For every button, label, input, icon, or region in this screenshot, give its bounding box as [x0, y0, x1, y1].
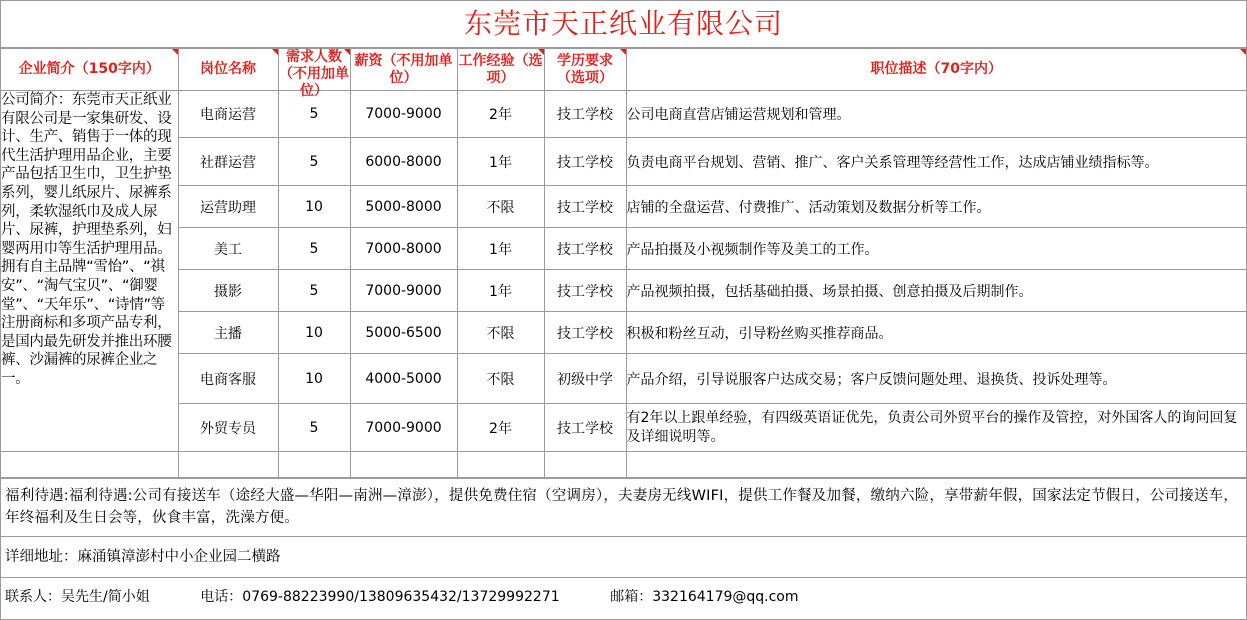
- job-description: 产品拍摄及小视频制作等及美工的工作。: [626, 228, 1246, 270]
- empty-cell: [626, 452, 1246, 478]
- job-salary: 7000-9000: [350, 91, 457, 138]
- job-position: 摄影: [178, 270, 278, 312]
- table-row: [1, 312, 1246, 354]
- header-salary: 薪资（不用加单位）: [350, 49, 457, 91]
- header-count: 需求人数（不用加单位）: [279, 49, 349, 99]
- empty-row: [1, 452, 1246, 478]
- table-row: [1, 91, 1246, 138]
- header-education: 学历要求（选项）: [544, 49, 626, 91]
- job-salary: 7000-9000: [350, 404, 457, 452]
- job-education: 技工学校: [544, 91, 626, 138]
- job-description: 产品视频拍摄，包括基础拍摄、场景拍摄、创意拍摄及后期制作。: [626, 270, 1246, 312]
- job-count: 5: [278, 270, 350, 312]
- header-position: 岗位名称: [178, 49, 278, 91]
- job-education: 技工学校: [544, 228, 626, 270]
- empty-cell: [178, 452, 278, 478]
- contact-section: [1, 577, 1246, 616]
- empty-cell: [278, 452, 350, 478]
- company-title: 东莞市天正纸业有限公司: [463, 7, 783, 40]
- address-section: 详细地址：麻涌镇漳澎村中小企业园二横路: [1, 536, 1246, 577]
- job-description: 公司电商直营店铺运营规划和管理。: [626, 91, 1246, 138]
- job-position: 主播: [178, 312, 278, 354]
- job-position: 电商运营: [178, 91, 278, 138]
- job-count: 5: [278, 228, 350, 270]
- job-description: 店铺的全盘运营、付费推广、活动策划及数据分析等工作。: [626, 186, 1246, 228]
- empty-cell: [457, 452, 544, 478]
- job-experience: 不限: [457, 312, 544, 354]
- job-position: 外贸专员: [178, 404, 278, 452]
- job-experience: 不限: [457, 186, 544, 228]
- job-count: 10: [278, 354, 350, 404]
- job-description: 负责电商平台规划、营销、推广、客户关系管理等经营性工作，达成店铺业绩指标等。: [626, 138, 1246, 186]
- job-education: 技工学校: [544, 186, 626, 228]
- empty-cell: [544, 452, 626, 478]
- job-position: 社群运营: [178, 138, 278, 186]
- job-experience: 1年: [457, 270, 544, 312]
- table-row: [1, 270, 1246, 312]
- job-count: 5: [278, 138, 350, 186]
- table-row: [1, 354, 1246, 404]
- job-experience: 2年: [457, 91, 544, 138]
- table-row: [1, 404, 1246, 452]
- header-row: [1, 49, 1246, 91]
- job-description: 产品介绍，引导说服客户达成交易；客户反馈问题处理、退换货、投诉处理等。: [626, 354, 1246, 404]
- table-row: [1, 186, 1246, 228]
- table-row: [1, 228, 1246, 270]
- empty-cell: [350, 452, 457, 478]
- job-position: 美工: [178, 228, 278, 270]
- empty-cell: [1, 452, 178, 478]
- contact-phone: 电话：0769-88223990/13809635432/13729992271: [200, 589, 560, 605]
- title-row: [1, 1, 1246, 48]
- table-row: [1, 138, 1246, 186]
- job-salary: 5000-6500: [350, 312, 457, 354]
- job-education: 初级中学: [544, 354, 626, 404]
- header-experience: 工作经验（选项）: [457, 49, 544, 91]
- job-salary: 4000-5000: [350, 354, 457, 404]
- job-description: 有2年以上跟单经验，有四级英语证优先，负责公司外贸平台的操作及管控，对外国客人的询问回复及详细说明等。: [626, 404, 1246, 452]
- job-education: 技工学校: [544, 312, 626, 354]
- job-salary: 7000-8000: [350, 228, 457, 270]
- job-description: 积极和粉丝互动，引导粉丝购买推荐商品。: [626, 312, 1246, 354]
- job-count: 5: [278, 91, 350, 138]
- header-intro: 企业简介（150字内）: [1, 49, 178, 91]
- job-education: 技工学校: [544, 270, 626, 312]
- job-salary: 5000-8000: [350, 186, 457, 228]
- job-count: 10: [278, 312, 350, 354]
- job-salary: 6000-8000: [350, 138, 457, 186]
- job-education: 技工学校: [544, 138, 626, 186]
- contact-person: 联系人：吴先生/简小姐: [5, 589, 150, 605]
- contact-email: 邮箱：332164179@qq.com: [610, 589, 799, 605]
- job-position: 电商客服: [178, 354, 278, 404]
- header-description: 职位描述（70字内）: [626, 49, 1246, 91]
- job-experience: 2年: [457, 404, 544, 452]
- job-position: 运营助理: [178, 186, 278, 228]
- jobs-table: [1, 48, 1246, 478]
- company-intro: 公司简介：东莞市天正纸业有限公司是一家集研发、设计、生产、销售于一体的现代生活护理用品企业，主要产品包括卫生巾，卫生护垫系列，婴儿纸尿片、尿裤系列，柔软湿纸巾及成人尿片、尿裤，护理垫系列，妇婴两用巾等生活护理用品。拥有自主品牌“雪怡”、“祺安”、“淘气宝贝”、“御婴堂”、“天年乐”、“诗情”等注册商标和多项产品专利，是国内最先研发并推出环腰裤、沙漏裤的尿裤企业之一。: [1, 91, 178, 452]
- job-count: 10: [278, 186, 350, 228]
- job-experience: 1年: [457, 138, 544, 186]
- job-salary: 7000-9000: [350, 270, 457, 312]
- benefits-section: 福利待遇:福利待遇:公司有接送车（途经大盛—华阳—南洲—漳澎），提供免费住宿（空调房），夫妻房无线WIFI，提供工作餐及加餐，缴纳六险，享带薪年假，国家法定节假日，公司接送车，年终福利及生日会等，伙食丰富，洗澡方便。: [1, 478, 1246, 536]
- job-experience: 1年: [457, 228, 544, 270]
- job-experience: 不限: [457, 354, 544, 404]
- job-education: 技工学校: [544, 404, 626, 452]
- job-count: 5: [278, 404, 350, 452]
